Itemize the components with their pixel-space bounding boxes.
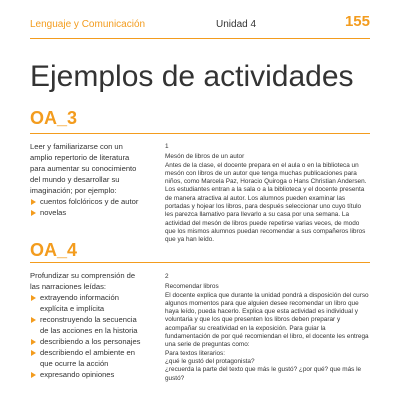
section-divider <box>30 133 370 134</box>
list-item: extrayendo información explícita e implícita <box>30 292 142 314</box>
list-item: describiendo el ambiente en que ocurre la acción <box>30 347 142 369</box>
list-item: novelas <box>30 207 142 218</box>
objective-list <box>30 292 142 380</box>
list-item: ¿qué le gustó del protagonista? <box>165 357 255 365</box>
section-code-oa4: OA_4 <box>30 240 78 260</box>
activity-1 <box>165 143 370 245</box>
objective-intro: Profundizar su comprensión de las narraciones leídas: <box>30 271 136 291</box>
list-item: ¿recuerda la parte del texto que más le gustó? ¿por qué? que más le gustó? <box>165 366 362 382</box>
list-item: expresando opiniones <box>30 369 142 380</box>
objective-list <box>30 196 142 218</box>
section-divider <box>30 262 370 263</box>
activity-2 <box>165 273 370 383</box>
page-number: 155 <box>344 13 370 30</box>
activity-title: Recomendar libros <box>165 283 219 291</box>
page-header <box>30 13 370 39</box>
activity-body: El docente explica que durante la unidad pondrá a disposición del curso algunos momentos para que alguien desee recomendar un libro que haya leído, pueda hacerlo. Explica que esta actividad es individual y voluntaria y que los que presenten los libros deben preparar y acompañar su creatividad en la exposición. Para guiar la fundamentación de por qué recomiendan el libro, el docente les entrega una serie de preguntas como: <box>165 291 369 349</box>
page-title: Ejemplos de actividades <box>30 60 354 93</box>
activity-title: Mesón de libros de un autor <box>165 153 245 161</box>
unit-label: Unidad 4 <box>216 19 257 30</box>
objective-oa4 <box>30 270 142 380</box>
subject-label: Lenguaje y Comunicación <box>30 19 146 30</box>
question-list <box>165 358 370 383</box>
activity-body: Antes de la clase, el docente prepara en el aula o en la biblioteca un mesón con libros de un autor que tenga muchas publicaciones para niños, como Marcela Paz, Horacio Quiroga o Hans Christian Andersen. Los estudiantes entran a la sala o a la biblioteca y el docente presenta de manera atractiva al autor. Los alumnos pueden examinar las portadas y hojear los libros, para después seleccionar uno cuyo título les parezca llamativo para llevarlo a su casa por una semana. La actividad del mesón de libros puede repetirse varias veces, de modo que los mismos alumnos puedan recomendar a sus compañeros libros que ya han leído. <box>165 161 367 244</box>
list-item: reconstruyendo la secuencia de las acciones en la historia <box>30 314 142 336</box>
list-item: describiendo a los personajes <box>30 336 142 347</box>
list-item: cuentos folclóricos y de autor <box>30 196 142 207</box>
activity-number: 2 <box>165 273 169 280</box>
section-code-oa3: OA_3 <box>30 108 78 128</box>
list-intro: Para textos literarios: <box>165 349 226 357</box>
activity-number: 1 <box>165 143 169 150</box>
objective-oa3 <box>30 141 142 218</box>
objective-intro: Leer y familiarizarse con un amplio repertorio de literatura para aumentar su conocimiento del mundo y desarrollar su imaginación; por ejemplo: <box>30 142 137 195</box>
